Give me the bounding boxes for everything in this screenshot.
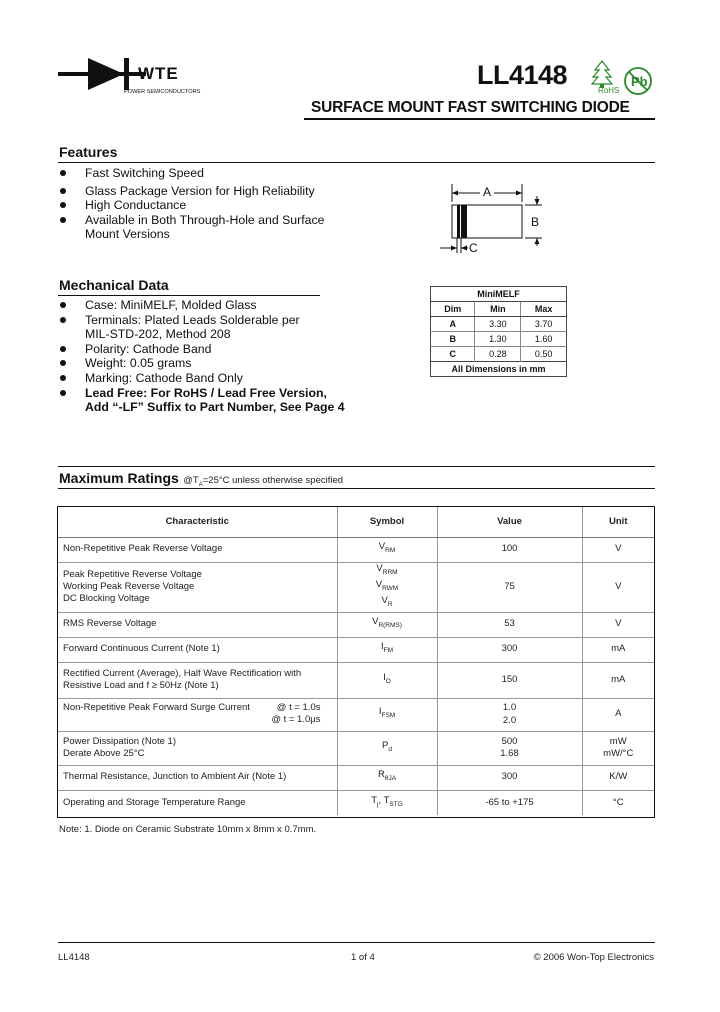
dim-header: Min [475, 302, 521, 317]
unit-cell: V [582, 612, 654, 637]
dim-cell: 3.70 [521, 317, 567, 332]
value-cell: 1.0 2.0 [437, 698, 582, 731]
logo-text: WTE [138, 64, 179, 83]
dim-cell: 1.60 [521, 332, 567, 347]
symbol-cell: $I_{FM}$ [337, 637, 437, 662]
mechanical-title: Mechanical Data [59, 277, 169, 293]
value-cell: 75 [437, 562, 582, 612]
unit-cell: mA [582, 637, 654, 662]
dim-label-c: C [469, 241, 478, 255]
footer-page-number: 1 of 4 [351, 952, 375, 963]
dim-table-footer: All Dimensions in mm [431, 362, 567, 377]
dim-cell: 0.50 [521, 347, 567, 362]
list-item: High Conductance [59, 198, 359, 213]
table-row [58, 637, 654, 662]
footer-part-number: LL4148 [58, 952, 90, 963]
characteristic-cell: Rectified Current (Average), Half Wave Rectification with Resistive Load and f ≥ 50Hz (Note 1) [58, 662, 337, 698]
unit-cell: mA [582, 662, 654, 698]
value-cell: 500 1.68 [437, 731, 582, 765]
lead-free-icon [623, 66, 653, 96]
dim-cell: B [431, 332, 475, 347]
features-divider [58, 162, 655, 163]
part-number: LL4148 [477, 60, 568, 90]
column-header: Characteristic [58, 507, 337, 537]
symbol-cell: $I_O$ [337, 662, 437, 698]
table-row [58, 537, 654, 562]
symbol-cell: $I_{FSM}$ [337, 698, 437, 731]
value-cell: 300 [437, 637, 582, 662]
ratings-table [58, 507, 654, 815]
mechanical-list [59, 298, 389, 415]
dim-cell: C [431, 347, 475, 362]
table-row [431, 347, 567, 362]
unit-cell: A [582, 698, 654, 731]
characteristic-cell: RMS Reverse Voltage [58, 612, 337, 637]
header-divider [304, 118, 655, 120]
dimension-table [430, 286, 567, 377]
characteristic-cell: Non-Repetitive Peak Forward Surge Current @ t = 1.0s @ t = 1.0μs [58, 698, 337, 731]
list-item: Fast Switching Speed [59, 166, 359, 181]
table-row [58, 612, 654, 637]
dim-cell: 3.30 [475, 317, 521, 332]
dim-label-b: B [531, 215, 540, 229]
footer-divider [58, 942, 655, 943]
symbol-cell: $T_j$, $T_{STG}$ [337, 790, 437, 815]
wte-logo [58, 52, 208, 97]
dim-cell: 1.30 [475, 332, 521, 347]
table-row [431, 317, 567, 332]
list-item: Terminals: Plated Leads Solderable per MIL-STD-202, Method 208 [59, 313, 389, 342]
table-row [58, 790, 654, 815]
dim-header: Dim [431, 302, 475, 317]
characteristic-cell: Thermal Resistance, Junction to Ambient Air (Note 1) [58, 765, 337, 790]
dim-header: Max [521, 302, 567, 317]
symbol-cell: $V_{RM}$ [337, 537, 437, 562]
dim-cell: A [431, 317, 475, 332]
column-header: Value [437, 507, 582, 537]
table-row [58, 562, 654, 612]
unit-cell: V [582, 537, 654, 562]
ratings-condition: $@T_A=25^\circ C$ unless otherwise specified [183, 475, 344, 488]
characteristic-cell: Non-Repetitive Peak Reverse Voltage [58, 537, 337, 562]
dim-cell: 0.28 [475, 347, 521, 362]
column-header: Unit [582, 507, 654, 537]
rohs-label: RoHS [598, 86, 619, 94]
table-row [431, 332, 567, 347]
table-row [58, 731, 654, 765]
list-item: Available in Both Through-Hole and Surface Mount Versions [59, 213, 359, 242]
package-diagram [436, 180, 554, 260]
dim-table-title: MiniMELF [431, 287, 567, 302]
symbol-cell: $V_{RRM}$ $V_{RWM}$ $V_R$ [337, 562, 437, 612]
list-item: Case: MiniMELF, Molded Glass [59, 298, 389, 313]
table-header-row [58, 507, 654, 537]
ratings-title: Maximum Ratings [59, 470, 179, 486]
value-cell: 300 [437, 765, 582, 790]
ratings-heading [59, 470, 343, 488]
rohs-icon [591, 60, 619, 94]
characteristic-cell: Peak Repetitive Reverse Voltage Working Peak Reverse Voltage DC Blocking Voltage [58, 562, 337, 612]
characteristic-cell: Forward Continuous Current (Note 1) [58, 637, 337, 662]
footer-copyright: © 2006 Won-Top Electronics [533, 952, 654, 963]
symbol-cell: $V_{R(RMS)}$ [337, 612, 437, 637]
diode-logo-icon [58, 52, 208, 97]
symbol-cell: $R_{\theta JA}$ [337, 765, 437, 790]
ratings-top-divider [58, 466, 655, 467]
ratings-divider [58, 488, 655, 489]
value-cell: 53 [437, 612, 582, 637]
table-row [58, 765, 654, 790]
value-cell: -65 to +175 [437, 790, 582, 815]
unit-cell: mW mW/°C [582, 731, 654, 765]
mechanical-divider [58, 295, 320, 296]
table-note: Note: 1. Diode on Ceramic Substrate 10mm x 8mm x 0.7mm. [59, 824, 317, 835]
value-cell: 100 [437, 537, 582, 562]
page-subtitle: SURFACE MOUNT FAST SWITCHING DIODE [311, 99, 630, 116]
symbol-cell: $P_d$ [337, 731, 437, 765]
dim-label-a: A [483, 185, 492, 199]
unit-cell: °C [582, 790, 654, 815]
list-item: Polarity: Cathode Band [59, 342, 389, 357]
value-cell: 150 [437, 662, 582, 698]
unit-cell: K/W [582, 765, 654, 790]
logo-tagline: POWER SEMICONDUCTORS [124, 89, 201, 95]
features-list [59, 166, 359, 242]
surge-conditions: @ t = 1.0s @ t = 1.0μs [271, 701, 321, 725]
list-item: Glass Package Version for High Reliability [59, 184, 359, 199]
table-row [58, 698, 654, 731]
unit-cell: V [582, 562, 654, 612]
table-row [58, 662, 654, 698]
characteristic-cell: Power Dissipation (Note 1) Derate Above 25°C [58, 731, 337, 765]
pb-label: Pb [631, 74, 648, 89]
list-item: Weight: 0.05 grams [59, 356, 389, 371]
features-title: Features [59, 144, 118, 160]
list-item: Lead Free: For RoHS / Lead Free Version, Add “-LF” Suffix to Part Number, See Page 4 [59, 386, 389, 415]
column-header: Symbol [337, 507, 437, 537]
list-item: Marking: Cathode Band Only [59, 371, 389, 386]
characteristic-cell: Operating and Storage Temperature Range [58, 790, 337, 815]
